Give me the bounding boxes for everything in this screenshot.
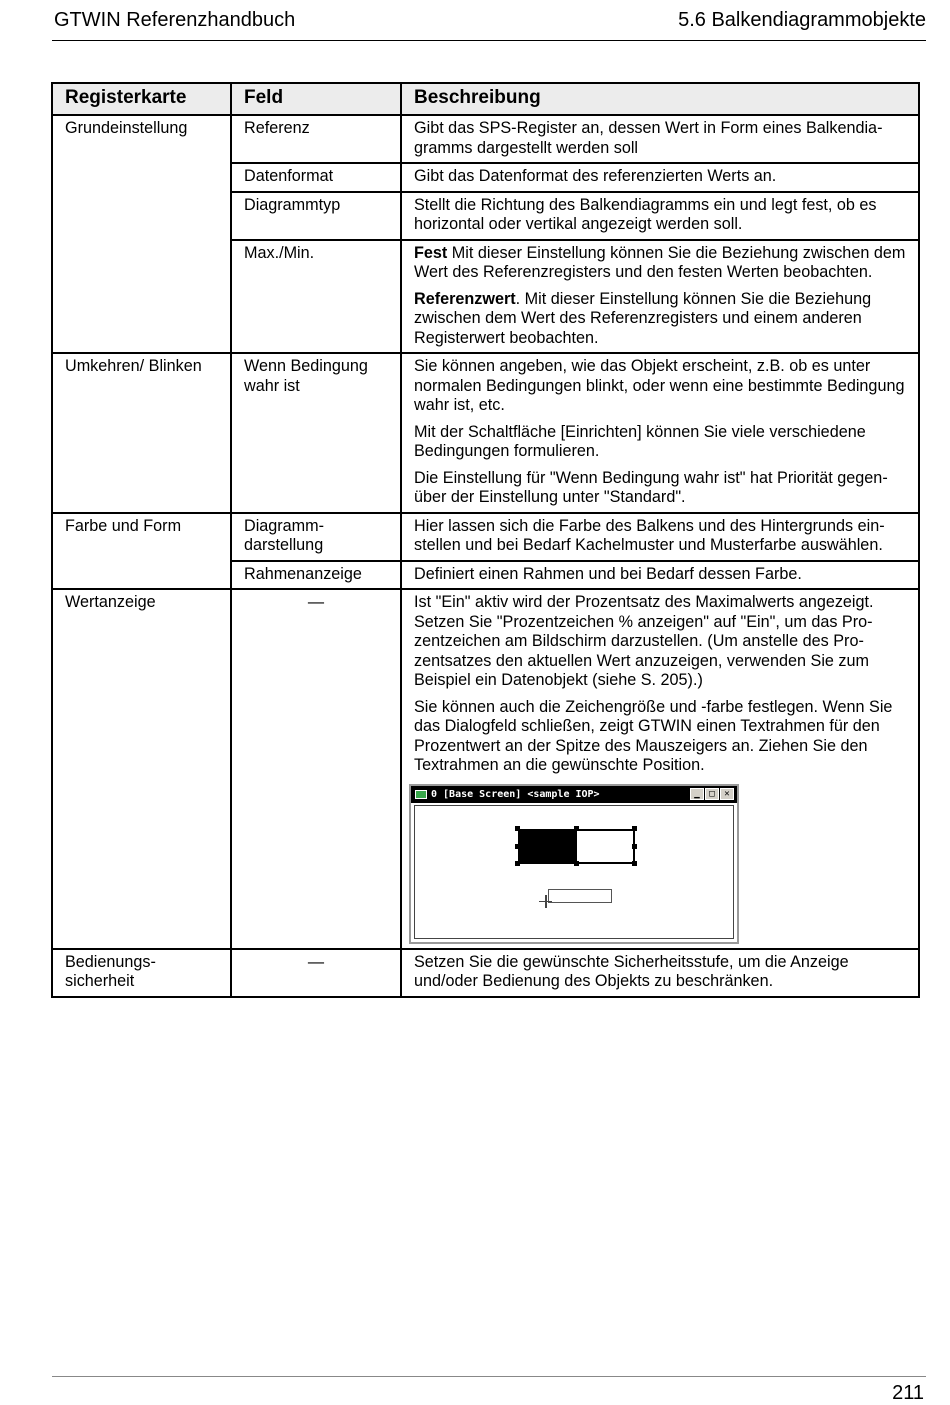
- bar-fill: [520, 831, 577, 862]
- fest-term: Fest: [414, 243, 448, 262]
- column-header-registerkarte: Registerkarte: [52, 83, 231, 115]
- tab-cell-wertanzeige: Wertanzeige: [52, 589, 231, 949]
- selection-handle[interactable]: [515, 861, 520, 866]
- window-icon: [415, 790, 427, 799]
- desc-cell-diagrammdarstellung: Hier lassen sich die Farbe des Balkens und des Hintergrunds einstellen und bei Bedarf Kachelmuster und Musterfarbe auswählen.: [401, 513, 919, 561]
- value-text-frame[interactable]: [548, 889, 612, 903]
- window-titlebar: [411, 786, 737, 803]
- maxmin-referenzwert-paragraph: [414, 290, 906, 349]
- table-header-row: [52, 83, 919, 115]
- field-cell-rahmenanzeige: Rahmenanzeige: [231, 561, 401, 590]
- page-header: [52, 6, 926, 41]
- reference-table: [51, 82, 920, 998]
- selection-handle[interactable]: [632, 844, 637, 849]
- document-title: GTWIN Referenzhandbuch: [54, 9, 296, 31]
- field-cell-wenn-bedingung: Wenn Bedingung wahr ist: [231, 353, 401, 513]
- tab-cell-grundeinstellung: Grundeinstellung: [52, 115, 231, 353]
- desc-cell-referenz: Gibt das SPS-Register an, dessen Wert in Form eines Balkendiagramms dargestellt werden soll: [401, 115, 919, 163]
- table-row: [52, 353, 919, 513]
- description-paragraph: Ist "Ein" aktiv wird der Prozentsatz des Maximalwerts angezeigt. Setzen Sie "Prozentzeichen % anzeigen" auf "Ein", um das Prozentzeichen am Bildschirm darzustellen. (Um anstelle des Prozentsatzes den aktuellen Wert anzuzeigen, verwenden Sie zum Beispiel ein Datenobjekt (siehe S. 205).): [414, 593, 874, 689]
- field-cell-diagrammtyp: Diagrammtyp: [231, 192, 401, 240]
- description-paragraph: Sie können auch die Zeichengröße und -farbe festlegen. Wenn Sie das Dialogfeld schließen, zeigt GTWIN einen Textrahmen für den Prozentwert an der Spitze des Mauszeigers an. Ziehen Sie den Textrahmen an die gewünschte Position.: [414, 697, 893, 774]
- description-paragraph: Sie können angeben, wie das Objekt erscheint, z.B. ob es unter normalen Bedingungen blinkt, oder wenn eine bestimmte Bedingung wahr ist, etc.: [414, 357, 905, 414]
- selection-handle[interactable]: [632, 861, 637, 866]
- window-canvas: [414, 805, 734, 939]
- field-cell-dash: —: [231, 589, 401, 949]
- field-cell-diagrammdarstellung: Diagramm-darstellung: [231, 513, 401, 561]
- page-number: 211: [892, 1382, 924, 1404]
- bar-graph-object[interactable]: [518, 829, 635, 864]
- desc-cell-maxmin: [401, 240, 919, 354]
- screenshot-figure: [409, 784, 739, 944]
- description-paragraph: Die Einstellung für "Wenn Bedingung wahr ist" hat Priorität gegenüber der Einstellung unter "Standard".: [414, 468, 888, 506]
- table-row: [52, 115, 919, 163]
- close-icon[interactable]: ✕: [720, 788, 734, 800]
- description-paragraph: Mit der Schaltfläche [Einrichten] können Sie viele verschiedene Bedingungen formulieren.: [414, 422, 866, 460]
- selection-handle[interactable]: [515, 826, 520, 831]
- window-title: 0 [Base Screen] <sample IOP>: [431, 788, 600, 800]
- selection-handle[interactable]: [515, 844, 520, 849]
- window-controls: [689, 788, 734, 801]
- maxmin-fest-paragraph: [414, 244, 906, 283]
- desc-cell-datenformat: Gibt das Datenformat des referenzierten Werts an.: [401, 163, 919, 192]
- footer-divider: [52, 1376, 926, 1377]
- tab-cell-bedienungssicherheit: Bedienungs-sicherheit: [52, 949, 231, 997]
- selection-handle[interactable]: [574, 861, 579, 866]
- selection-handle[interactable]: [574, 826, 579, 831]
- desc-cell-bedienungssicherheit: Setzen Sie die gewünschte Sicherheitsstufe, um die Anzeige und/oder Bedienung des Objekts zu beschränken.: [401, 949, 919, 997]
- selection-handle[interactable]: [632, 826, 637, 831]
- maximize-icon[interactable]: □: [705, 788, 719, 800]
- column-header-feld: Feld: [231, 83, 401, 115]
- tab-cell-farbe-und-form: Farbe und Form: [52, 513, 231, 590]
- referenzwert-term: Referenzwert: [414, 289, 516, 308]
- section-title: 5.6 Balkendiagrammobjekte: [678, 9, 926, 31]
- field-cell-maxmin: Max./Min.: [231, 240, 401, 354]
- field-cell-datenformat: Datenformat: [231, 163, 401, 192]
- tab-cell-umkehren: Umkehren/ Blinken: [52, 353, 231, 513]
- field-cell-dash: —: [231, 949, 401, 997]
- minimize-icon[interactable]: ▁: [690, 788, 704, 800]
- column-header-beschreibung: Beschreibung: [401, 83, 919, 115]
- referenzwert-text: . Mit dieser Einstellung können Sie die Beziehung zwischen dem Wert des Referenzregisters und einem anderen Registerwert beobachten.: [414, 289, 872, 347]
- table-row: [52, 589, 919, 949]
- table-row: [52, 513, 919, 561]
- crosshair-cursor-icon: [545, 895, 547, 908]
- fest-text: Mit dieser Einstellung können Sie die Beziehung zwischen dem Wert des Referenzregisters und den festen Werten beobachten.: [414, 243, 906, 281]
- desc-cell-wenn-bedingung: [401, 353, 919, 513]
- desc-cell-rahmenanzeige: Definiert einen Rahmen und bei Bedarf dessen Farbe.: [401, 561, 919, 590]
- desc-cell-wertanzeige: [401, 589, 919, 949]
- field-cell-referenz: Referenz: [231, 115, 401, 163]
- table-row: [52, 949, 919, 997]
- desc-cell-diagrammtyp: Stellt die Richtung des Balkendiagramms ein und legt fest, ob es horizontal oder vertikal angezeigt werden soll.: [401, 192, 919, 240]
